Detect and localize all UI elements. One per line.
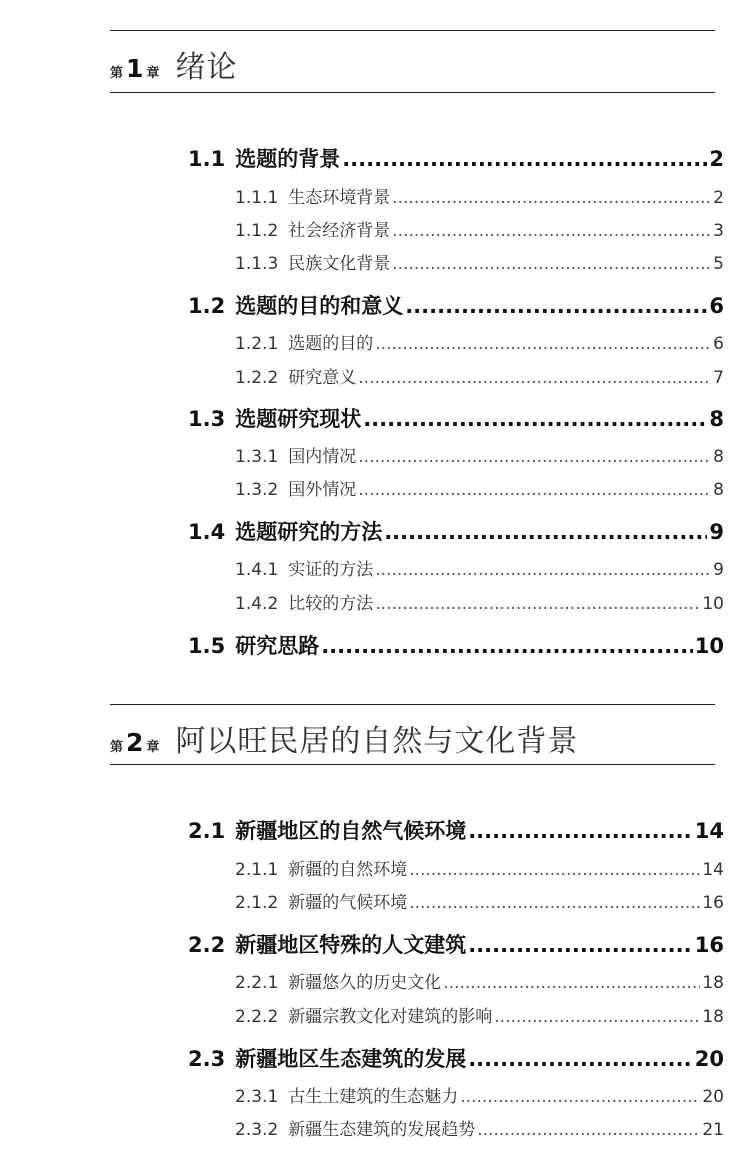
entry-number: 1.3.1 — [235, 447, 279, 467]
entry-title: 选题的背景 — [235, 147, 341, 171]
entry-number: 1.3.2 — [235, 480, 279, 500]
dot-leader — [392, 254, 711, 274]
chapter-label-suffix: 章 — [146, 740, 160, 755]
entry-title: 新疆的气候环境 — [288, 893, 408, 913]
chapter-title: 绪论 — [175, 50, 238, 85]
toc-section-entry[interactable] — [188, 290, 724, 320]
entry-page-number: 9 — [709, 520, 724, 544]
entry-title: 新疆地区的自然气候环境 — [235, 819, 467, 843]
entry-number: 2.3.1 — [235, 1087, 279, 1107]
toc-section-entry[interactable] — [188, 403, 724, 433]
toc-subsection-entry[interactable] — [235, 1002, 724, 1027]
entry-number: 1.1 — [188, 147, 226, 171]
toc-subsection-entry[interactable] — [235, 249, 724, 274]
entry-page-number: 18 — [702, 1007, 724, 1027]
chapter-title: 阿以旺民居的自然与文化背景 — [175, 724, 579, 759]
entry-page-number: 14 — [702, 860, 724, 880]
entry-title: 新疆宗教文化对建筑的影响 — [288, 1007, 493, 1027]
chapter-1-heading — [110, 42, 237, 86]
entry-title: 新疆悠久的历史文化 — [288, 973, 442, 993]
chapter-2-top-rule — [110, 704, 715, 705]
entry-number: 1.4.2 — [235, 594, 279, 614]
entry-title: 生态环境背景 — [288, 188, 391, 208]
toc-subsection-entry[interactable] — [235, 555, 724, 580]
entry-number: 1.1.2 — [235, 221, 279, 241]
chapter-1-top-rule — [110, 30, 715, 31]
entry-title: 新疆生态建筑的发展趋势 — [288, 1120, 476, 1140]
entry-title: 选题的目的 — [288, 334, 374, 354]
chapter-label-prefix: 第 — [110, 740, 124, 755]
entry-number: 1.3 — [188, 407, 226, 431]
toc-subsection-entry[interactable] — [235, 1115, 724, 1140]
entry-number: 2.2 — [188, 933, 226, 957]
entry-page-number: 10 — [694, 634, 724, 658]
entry-page-number: 8 — [713, 447, 724, 467]
entry-page-number: 8 — [713, 480, 724, 500]
entry-title: 研究意义 — [288, 368, 357, 388]
entry-number: 2.1 — [188, 819, 226, 843]
entry-number: 1.4 — [188, 520, 226, 544]
entry-title: 选题的目的和意义 — [235, 294, 404, 318]
entry-title: 实证的方法 — [288, 560, 374, 580]
toc-subsection-entry[interactable] — [235, 442, 724, 467]
toc-subsection-entry[interactable] — [235, 589, 724, 614]
entry-page-number: 3 — [713, 221, 724, 241]
entry-page-number: 8 — [709, 407, 724, 431]
dot-leader — [392, 221, 711, 241]
dot-leader — [468, 933, 693, 957]
entry-page-number: 16 — [702, 893, 724, 913]
entry-title: 选题研究的方法 — [235, 520, 383, 544]
dot-leader — [375, 594, 700, 614]
chapter-2-heading — [110, 716, 578, 760]
entry-title: 古生土建筑的生态魅力 — [288, 1087, 459, 1107]
dot-leader — [405, 294, 707, 318]
entry-number: 2.1.1 — [235, 860, 279, 880]
entry-page-number: 2 — [713, 188, 724, 208]
entry-page-number: 9 — [713, 560, 724, 580]
entry-number: 1.2.2 — [235, 368, 279, 388]
entry-title: 民族文化背景 — [288, 254, 391, 274]
entry-title: 新疆地区特殊的人文建筑 — [235, 933, 467, 957]
dot-leader — [477, 1120, 700, 1140]
chapter-label-suffix: 章 — [146, 66, 160, 81]
toc-subsection-entry[interactable] — [235, 855, 724, 880]
toc-section-entry[interactable] — [188, 143, 724, 173]
entry-number: 1.4.1 — [235, 560, 279, 580]
entry-title: 国外情况 — [288, 480, 357, 500]
entry-page-number: 7 — [713, 368, 724, 388]
toc-subsection-entry[interactable] — [235, 968, 724, 993]
entry-title: 研究思路 — [235, 634, 320, 658]
entry-number: 2.2.1 — [235, 973, 279, 993]
entry-page-number: 21 — [702, 1120, 724, 1140]
dot-leader — [409, 860, 700, 880]
entry-number: 1.5 — [188, 634, 226, 658]
entry-title: 社会经济背景 — [288, 221, 391, 241]
toc-subsection-entry[interactable] — [235, 1082, 724, 1107]
entry-title: 新疆地区生态建筑的发展 — [235, 1047, 467, 1071]
chapter-label-prefix: 第 — [110, 66, 124, 81]
toc-subsection-entry[interactable] — [235, 888, 724, 913]
toc-section-entry[interactable] — [188, 1043, 724, 1073]
entry-number: 1.1.1 — [235, 188, 279, 208]
entry-title: 国内情况 — [288, 447, 357, 467]
entry-page-number: 2 — [709, 147, 724, 171]
dot-leader — [468, 819, 693, 843]
dot-leader — [460, 1087, 700, 1107]
dot-leader — [494, 1007, 700, 1027]
entry-number: 1.2 — [188, 294, 226, 318]
chapter-number: 2 — [126, 728, 144, 757]
dot-leader — [375, 560, 711, 580]
dot-leader — [363, 407, 707, 431]
toc-section-entry[interactable] — [188, 929, 724, 959]
dot-leader — [358, 480, 711, 500]
entry-page-number: 20 — [694, 1047, 724, 1071]
entry-page-number: 10 — [702, 594, 724, 614]
entry-title: 比较的方法 — [288, 594, 374, 614]
entry-page-number: 16 — [694, 933, 724, 957]
entry-number: 2.3 — [188, 1047, 226, 1071]
toc-subsection-entry[interactable] — [235, 475, 724, 500]
dot-leader — [392, 188, 711, 208]
dot-leader — [468, 1047, 693, 1071]
toc-subsection-entry[interactable] — [235, 216, 724, 241]
entry-page-number: 14 — [694, 819, 724, 843]
chapter-2-bottom-rule — [110, 764, 715, 765]
entry-title: 新疆的自然环境 — [288, 860, 408, 880]
entry-page-number: 20 — [702, 1087, 724, 1107]
toc-section-entry[interactable] — [188, 516, 724, 546]
entry-number: 1.2.1 — [235, 334, 279, 354]
dot-leader — [409, 893, 700, 913]
dot-leader — [375, 334, 711, 354]
entry-number: 2.2.2 — [235, 1007, 279, 1027]
toc-section-entry[interactable] — [188, 630, 724, 660]
toc-subsection-entry[interactable] — [235, 329, 724, 354]
entry-page-number: 6 — [709, 294, 724, 318]
dot-leader — [384, 520, 707, 544]
entry-title: 选题研究现状 — [235, 407, 362, 431]
dot-leader — [321, 634, 693, 658]
chapter-1-bottom-rule — [110, 92, 715, 93]
dot-leader — [358, 368, 711, 388]
entry-page-number: 18 — [702, 973, 724, 993]
dot-leader — [342, 147, 707, 171]
toc-subsection-entry[interactable] — [235, 183, 724, 208]
entry-number: 1.1.3 — [235, 254, 279, 274]
entry-number: 2.3.2 — [235, 1120, 279, 1140]
toc-section-entry[interactable] — [188, 815, 724, 845]
toc-subsection-entry[interactable] — [235, 363, 724, 388]
entry-page-number: 6 — [713, 334, 724, 354]
dot-leader — [443, 973, 700, 993]
entry-page-number: 5 — [713, 254, 724, 274]
chapter-number: 1 — [126, 54, 144, 83]
dot-leader — [358, 447, 711, 467]
entry-number: 2.1.2 — [235, 893, 279, 913]
